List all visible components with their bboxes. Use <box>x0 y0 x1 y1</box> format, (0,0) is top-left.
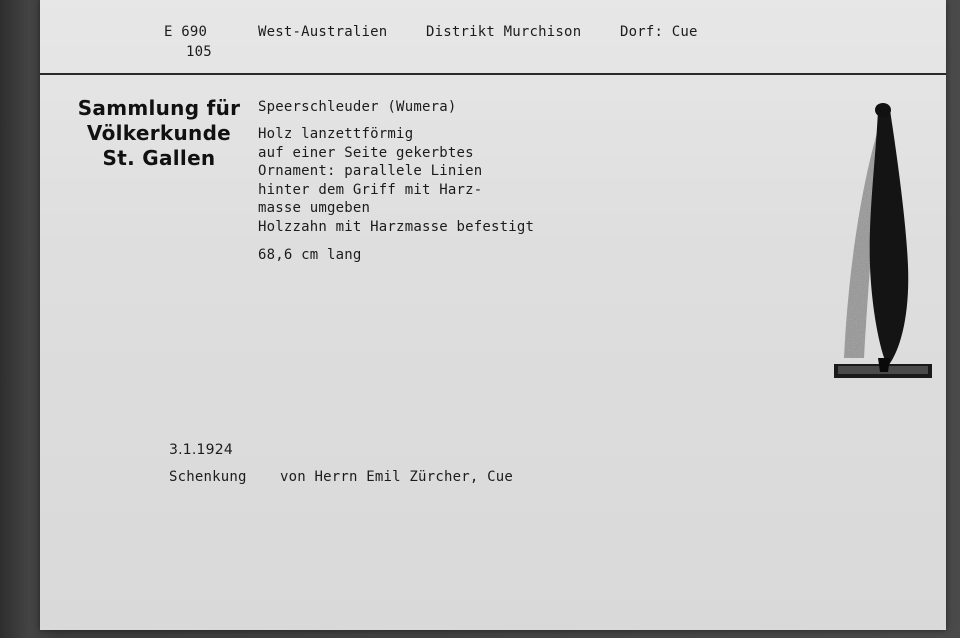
acquisition-date: 3.1.1924 <box>169 442 233 458</box>
stamp-line-2: Völkerkunde <box>86 121 232 145</box>
description-line: masse umgeben <box>258 200 371 216</box>
object-name: Speerschleuder (Wumera) <box>258 99 457 115</box>
description-line: hinter dem Griff mit Harz- <box>258 182 483 198</box>
header-divider <box>40 73 946 75</box>
spear-thrower-drawing <box>830 96 940 386</box>
description-line: Ornament: parallele Linien <box>258 163 483 179</box>
stamp-line-3: St. Gallen <box>102 146 216 170</box>
catalog-number: E 690 <box>164 24 208 40</box>
district-field: Distrikt Murchison <box>426 24 582 40</box>
catalog-card <box>40 0 946 630</box>
donor-name: von Herrn Emil Zürcher, Cue <box>280 469 513 485</box>
description-line: auf einer Seite gekerbtes <box>258 145 474 161</box>
description-line: Holzzahn mit Harzmasse befestigt <box>258 219 535 235</box>
stamp-line-1: Sammlung für <box>77 96 241 120</box>
acquisition-type: Schenkung <box>169 469 247 485</box>
village-field: Dorf: Cue <box>620 24 698 40</box>
region-field: West-Australien <box>258 24 388 40</box>
description-line: Holz lanzettförmig <box>258 126 414 142</box>
object-length: 68,6 cm lang <box>258 247 362 263</box>
sub-number: 105 <box>186 44 212 60</box>
museum-stamp <box>64 96 254 171</box>
